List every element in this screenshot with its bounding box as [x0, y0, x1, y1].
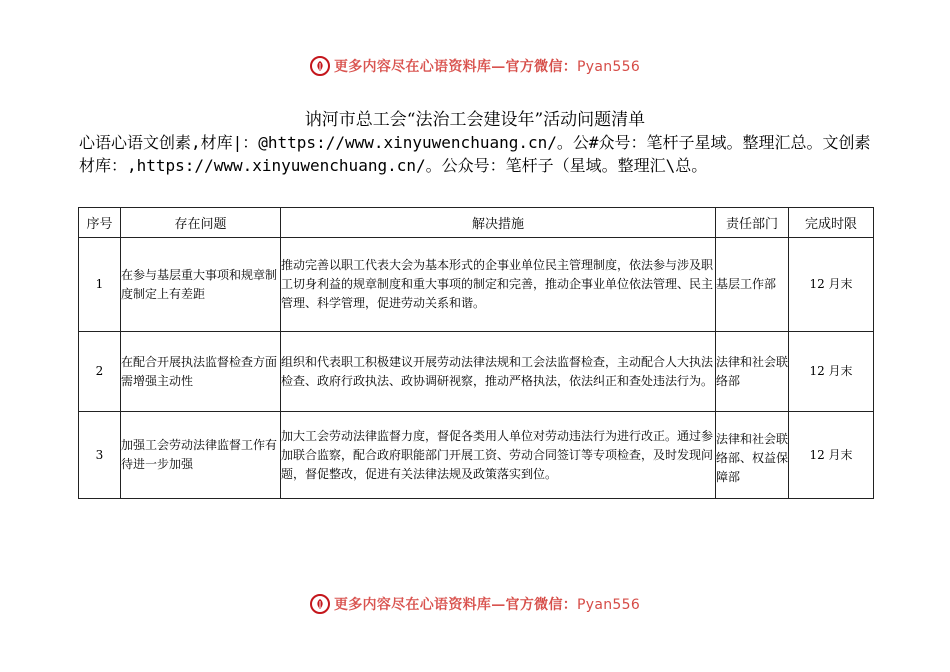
page-title: 讷河市总工会“法治工会建设年”活动问题清单: [304, 110, 646, 130]
header-issue: 存在问题: [121, 208, 281, 238]
watermark-banner-bottom: [0, 591, 950, 617]
watermark-text: 更多内容尽在心语资料库—官方微信：Pyan556: [333, 597, 641, 613]
issue-table: [78, 207, 874, 499]
table-header-row: [79, 208, 874, 238]
cell-deadline: 12 月末: [789, 332, 874, 412]
logo-icon: [310, 56, 330, 76]
table-row: [79, 332, 874, 412]
watermark-text: 更多内容尽在心语资料库—官方微信：Pyan556: [333, 59, 641, 75]
cell-issue: 在配合开展执法监督检查方面需增强主动性: [121, 332, 281, 412]
promo-text: 心语心语文创素,材库|：@https://www.xinyuwenchuang.cn/。公#众号：笔杆子星域。整理汇总。文创素材库：,https://www.xinyuwenchuang.cn/。公众号：笔杆子（星域。整理汇\总。: [79, 133, 871, 175]
cell-no: 1: [79, 238, 121, 332]
header-no: 序号: [79, 208, 121, 238]
logo-icon: [310, 594, 330, 614]
cell-measure: 加大工会劳动法律监督力度，督促各类用人单位对劳动违法行为进行改正。通过参加联合监察，配合政府职能部门开展工资、劳动合同签订等专项检查，及时发现问题，督促整改，促进有关法律法规及政策落实到位。: [281, 412, 716, 499]
cell-deadline: 12 月末: [789, 412, 874, 499]
cell-measure: 推动完善以职工代表大会为基本形式的企事业单位民主管理制度，依法参与涉及职工切身利益的规章制度和重大事项的制定和完善，推动企事业单位依法管理、民主管理、科学管理，促进劳动关系和谐。: [281, 238, 716, 332]
cell-dept: 法律和社会联络部: [716, 332, 789, 412]
cell-dept: 基层工作部: [716, 238, 789, 332]
watermark-banner-top: [0, 53, 950, 79]
cell-no: 2: [79, 332, 121, 412]
cell-deadline: 12 月末: [789, 238, 874, 332]
header-measure: 解决措施: [281, 208, 716, 238]
cell-issue: 加强工会劳动法律监督工作有待进一步加强: [121, 412, 281, 499]
cell-no: 3: [79, 412, 121, 499]
cell-issue: 在参与基层重大事项和规章制度制定上有差距: [121, 238, 281, 332]
cell-measure: 组织和代表职工积极建议开展劳动法律法规和工会法监督检查，主动配合人大执法检查、政府行政执法、政协调研视察，推动严格执法，依法纠正和查处违法行为。: [281, 332, 716, 412]
table-row: [79, 412, 874, 499]
header-deadline: 完成时限: [789, 208, 874, 238]
cell-dept: 法律和社会联络部、权益保障部: [716, 412, 789, 499]
table-row: [79, 238, 874, 332]
header-dept: 责任部门: [716, 208, 789, 238]
